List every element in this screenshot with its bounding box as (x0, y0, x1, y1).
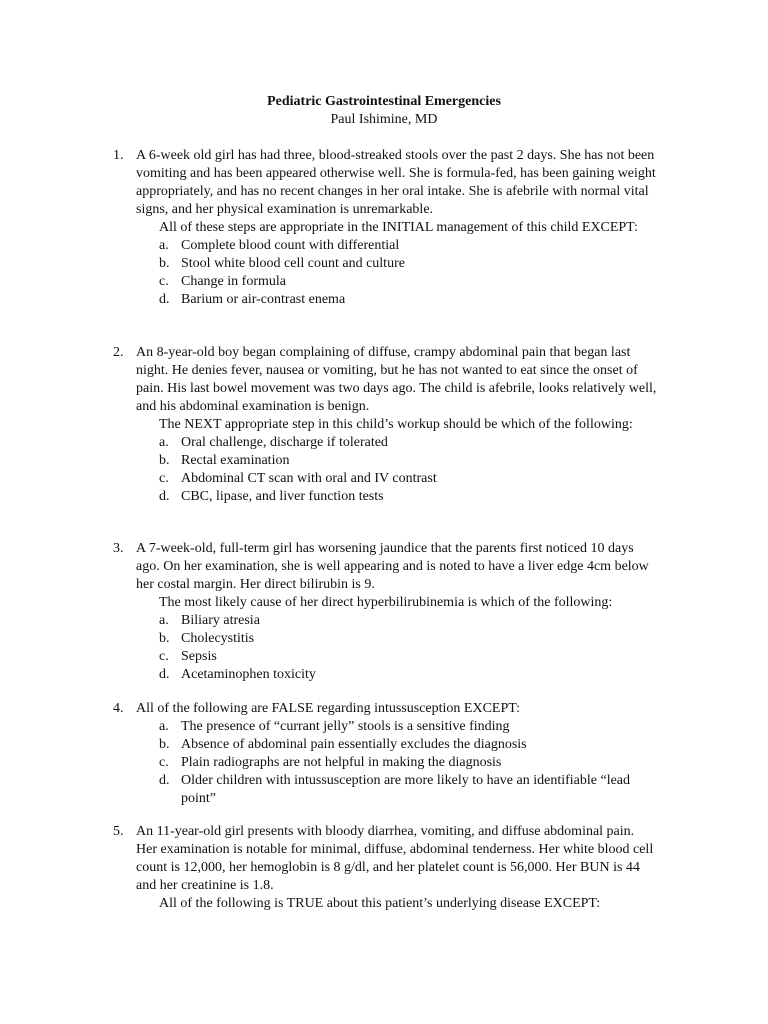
document-title: Pediatric Gastrointestinal Emergencies (267, 94, 501, 109)
question-number: 3. (113, 541, 124, 556)
option-text: Biliary atresia (181, 613, 260, 628)
option-text: Complete blood count with differential (181, 238, 400, 253)
question-prompt: The NEXT appropriate step in this child’s workup should be which of the following: (159, 417, 633, 432)
option-letter: d. (159, 489, 170, 504)
option-text: Oral challenge, discharge if tolerated (181, 435, 388, 450)
option-letter: b. (159, 453, 170, 468)
answer-option (159, 273, 658, 291)
question-number: 1. (113, 148, 124, 163)
question-number: 2. (113, 345, 124, 360)
option-letter: a. (159, 435, 169, 450)
question-prompt: All of the following is TRUE about this patient’s underlying disease EXCEPT: (159, 896, 601, 911)
option-text: Abdominal CT scan with oral and IV contrast (181, 471, 437, 486)
option-letter: a. (159, 613, 169, 628)
document-header (0, 93, 768, 129)
answer-options (113, 718, 658, 808)
document-author: Paul Ishimine, MD (330, 112, 438, 127)
question-stem: An 11-year-old girl presents with bloody diarrhea, vomiting, and diffuse abdominal pain. Her examination is notable for minimal, diffuse, abdominal tenderness. Her white blood cell count is 12,000, her hemoglobin is 8 g/dl, and her platelet count is 56,000. Her BUN is 44 and her creatinine is 1.8. (136, 824, 654, 893)
question-4 (113, 700, 658, 808)
question-5 (113, 823, 658, 913)
option-text: Cholecystitis (181, 631, 255, 646)
option-text: Barium or air-contrast enema (181, 292, 346, 307)
option-letter: d. (159, 667, 170, 682)
option-letter: a. (159, 719, 169, 734)
answer-option (159, 237, 658, 255)
answer-option (159, 630, 658, 648)
option-letter: b. (159, 256, 170, 271)
option-letter: d. (159, 292, 170, 307)
answer-option (159, 754, 658, 772)
answer-option (159, 718, 658, 736)
answer-option (159, 255, 658, 273)
option-letter: b. (159, 631, 170, 646)
answer-option (159, 666, 658, 684)
question-stem: An 8-year-old boy began complaining of diffuse, crampy abdominal pain that began last night. He denies fever, nausea or vomiting, but he has not wanted to eat since the onset of pain. His last bowel movement was two days ago. The child is afebrile, looks relatively well, and his abdominal examination is benign. (136, 345, 657, 414)
option-text: Plain radiographs are not helpful in making the diagnosis (181, 755, 502, 770)
option-text: Older children with intussusception are more likely to have an identifiable “lead point” (181, 773, 631, 806)
question-3 (113, 540, 658, 684)
question-2 (113, 344, 658, 506)
option-letter: c. (159, 755, 169, 770)
answer-option (159, 470, 658, 488)
answer-option (159, 452, 658, 470)
answer-option (159, 612, 658, 630)
question-number: 4. (113, 701, 124, 716)
question-number: 5. (113, 824, 124, 839)
question-stem: A 7-week-old, full-term girl has worsening jaundice that the parents first noticed 10 days ago. On her examination, she is well appearing and is noted to have a liver edge 4cm below her costal margin. Her direct bilirubin is 9. (136, 541, 649, 592)
question-prompt: All of these steps are appropriate in the INITIAL management of this child EXCEPT: (159, 220, 638, 235)
option-letter: c. (159, 274, 169, 289)
question-stem: All of the following are FALSE regarding intussusception EXCEPT: (136, 701, 520, 716)
answer-option (159, 488, 658, 506)
answer-options (113, 612, 658, 684)
answer-option (159, 736, 658, 754)
option-text: Acetaminophen toxicity (181, 667, 316, 682)
option-text: Stool white blood cell count and culture (181, 256, 405, 271)
answer-option (159, 772, 658, 808)
question-stem: A 6-week old girl has had three, blood-streaked stools over the past 2 days. She has not been vomiting and has been appeared otherwise well. She is formula-fed, has been gaining weight appropriately, and has no recent changes in her oral intake. She is afebrile with normal vital signs, and her physical examination is unremarkable. (136, 148, 656, 217)
option-text: Change in formula (181, 274, 286, 289)
answer-option (159, 291, 658, 309)
option-letter: d. (159, 773, 170, 788)
answer-options (113, 237, 658, 309)
option-text: Absence of abdominal pain essentially excludes the diagnosis (181, 737, 527, 752)
option-letter: a. (159, 238, 169, 253)
option-text: CBC, lipase, and liver function tests (181, 489, 384, 504)
option-text: Rectal examination (181, 453, 290, 468)
answer-option (159, 648, 658, 666)
answer-option (159, 434, 658, 452)
question-prompt: The most likely cause of her direct hyperbilirubinemia is which of the following: (159, 595, 613, 610)
option-text: The presence of “currant jelly” stools is a sensitive finding (181, 719, 510, 734)
answer-options (113, 434, 658, 506)
option-text: Sepsis (181, 649, 217, 664)
option-letter: b. (159, 737, 170, 752)
option-letter: c. (159, 649, 169, 664)
option-letter: c. (159, 471, 169, 486)
question-1 (113, 147, 658, 309)
